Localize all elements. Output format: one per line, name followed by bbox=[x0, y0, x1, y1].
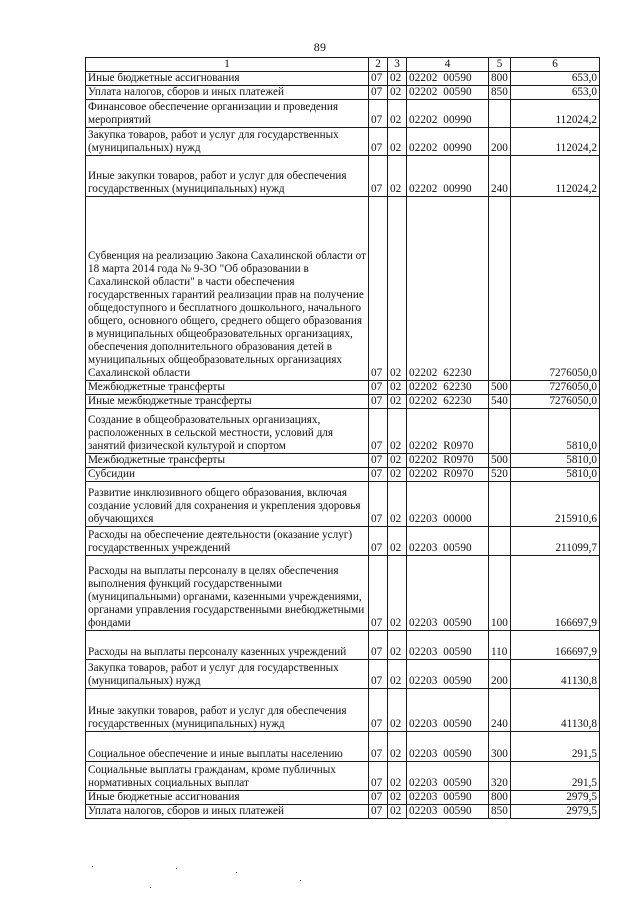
table-row bbox=[86, 86, 600, 100]
row-subsection: 02 bbox=[388, 762, 407, 791]
row-amount: 653,0 bbox=[511, 72, 600, 86]
row-target-item: 02203 00590 bbox=[407, 732, 489, 762]
row-name: Закупка товаров, работ и услуг для государственных (муниципальных) нужд bbox=[86, 660, 369, 689]
table-row bbox=[86, 381, 600, 395]
row-expense-type: 520 bbox=[489, 468, 511, 482]
row-section: 07 bbox=[369, 482, 388, 527]
row-subsection: 02 bbox=[388, 128, 407, 156]
row-subsection: 02 bbox=[388, 805, 407, 819]
budget-table bbox=[85, 57, 600, 819]
row-section: 07 bbox=[369, 762, 388, 791]
row-target-item: 02202 00990 bbox=[407, 156, 489, 197]
row-subsection: 02 bbox=[388, 72, 407, 86]
scan-speck bbox=[300, 880, 301, 881]
row-target-item: 02202 00990 bbox=[407, 128, 489, 156]
row-section: 07 bbox=[369, 381, 388, 395]
row-name: Межбюджетные трансферты bbox=[86, 381, 369, 395]
row-subsection: 02 bbox=[388, 527, 407, 556]
row-section: 07 bbox=[369, 791, 388, 805]
row-expense-type: 500 bbox=[489, 454, 511, 468]
row-amount: 112024,2 bbox=[511, 156, 600, 197]
row-name: Социальные выплаты гражданам, кроме публичных нормативных социальных выплат bbox=[86, 762, 369, 791]
table-row bbox=[86, 468, 600, 482]
header-col-1: 1 bbox=[86, 58, 369, 72]
row-expense-type: 800 bbox=[489, 72, 511, 86]
row-section: 07 bbox=[369, 395, 388, 409]
row-section: 07 bbox=[369, 197, 388, 381]
row-name: Иные закупки товаров, работ и услуг для обеспечения государственных (муниципальных) нужд bbox=[86, 156, 369, 197]
row-name: Уплата налогов, сборов и иных платежей bbox=[86, 86, 369, 100]
row-target-item: 02202 62230 bbox=[407, 381, 489, 395]
row-amount: 291,5 bbox=[511, 762, 600, 791]
table-row bbox=[86, 762, 600, 791]
table-row bbox=[86, 791, 600, 805]
table-row bbox=[86, 732, 600, 762]
header-col-4: 4 bbox=[407, 58, 489, 72]
row-subsection: 02 bbox=[388, 556, 407, 631]
row-name: Межбюджетные трансферты bbox=[86, 454, 369, 468]
row-amount: 112024,2 bbox=[511, 128, 600, 156]
row-name: Развитие инклюзивного общего образования, включая создание условий для сохранения и укрепления здоровья обучающихся bbox=[86, 482, 369, 527]
row-amount: 7276050,0 bbox=[511, 395, 600, 409]
row-name: Расходы на обеспечение деятельности (оказание услуг) государственных учреждений bbox=[86, 527, 369, 556]
row-name: Финансовое обеспечение организации и проведения мероприятий bbox=[86, 100, 369, 128]
table-row bbox=[86, 100, 600, 128]
row-name: Расходы на выплаты персоналу в целях обеспечения выполнения функций государственными (муниципальными) органами, казенными учреждениями, органами управления государственными внебюджетными фондами bbox=[86, 556, 369, 631]
row-section: 07 bbox=[369, 409, 388, 454]
row-name: Создание в общеобразовательных организациях, расположенных в сельской местности, условий для занятий физической культурой и спортом bbox=[86, 409, 369, 454]
row-subsection: 02 bbox=[388, 732, 407, 762]
row-amount: 7276050,0 bbox=[511, 197, 600, 381]
row-expense-type: 540 bbox=[489, 395, 511, 409]
header-col-5: 5 bbox=[489, 58, 511, 72]
table-row bbox=[86, 660, 600, 689]
row-subsection: 02 bbox=[388, 482, 407, 527]
header-col-2: 2 bbox=[369, 58, 388, 72]
row-target-item: 02203 00590 bbox=[407, 805, 489, 819]
row-section: 07 bbox=[369, 527, 388, 556]
row-subsection: 02 bbox=[388, 791, 407, 805]
table-row bbox=[86, 689, 600, 732]
row-target-item: 02203 00590 bbox=[407, 660, 489, 689]
row-name: Иные бюджетные ассигнования bbox=[86, 72, 369, 86]
row-target-item: 02203 00000 bbox=[407, 482, 489, 527]
row-target-item: 02202 00990 bbox=[407, 100, 489, 128]
row-target-item: 02203 00590 bbox=[407, 556, 489, 631]
row-subsection: 02 bbox=[388, 395, 407, 409]
row-name: Иные межбюджетные трансферты bbox=[86, 395, 369, 409]
table-row bbox=[86, 128, 600, 156]
row-section: 07 bbox=[369, 556, 388, 631]
row-subsection: 02 bbox=[388, 660, 407, 689]
row-section: 07 bbox=[369, 689, 388, 732]
row-expense-type: 100 bbox=[489, 556, 511, 631]
table-row bbox=[86, 482, 600, 527]
row-expense-type: 300 bbox=[489, 732, 511, 762]
row-expense-type: 850 bbox=[489, 86, 511, 100]
row-expense-type bbox=[489, 409, 511, 454]
row-amount: 211099,7 bbox=[511, 527, 600, 556]
table-row bbox=[86, 527, 600, 556]
row-subsection: 02 bbox=[388, 381, 407, 395]
row-section: 07 bbox=[369, 128, 388, 156]
scan-speck bbox=[176, 868, 177, 869]
row-amount: 41130,8 bbox=[511, 660, 600, 689]
row-name: Иные закупки товаров, работ и услуг для обеспечения государственных (муниципальных) нужд bbox=[86, 689, 369, 732]
table-row bbox=[86, 556, 600, 631]
header-col-3: 3 bbox=[388, 58, 407, 72]
row-expense-type bbox=[489, 100, 511, 128]
row-section: 07 bbox=[369, 454, 388, 468]
row-subsection: 02 bbox=[388, 689, 407, 732]
row-target-item: 02202 00590 bbox=[407, 72, 489, 86]
row-name: Уплата налогов, сборов и иных платежей bbox=[86, 805, 369, 819]
row-section: 07 bbox=[369, 631, 388, 660]
row-expense-type bbox=[489, 482, 511, 527]
row-expense-type: 500 bbox=[489, 381, 511, 395]
row-subsection: 02 bbox=[388, 631, 407, 660]
row-expense-type: 800 bbox=[489, 791, 511, 805]
row-section: 07 bbox=[369, 100, 388, 128]
row-section: 07 bbox=[369, 805, 388, 819]
row-amount: 5810,0 bbox=[511, 468, 600, 482]
row-subsection: 02 bbox=[388, 409, 407, 454]
row-name: Закупка товаров, работ и услуг для государственных (муниципальных) нужд bbox=[86, 128, 369, 156]
row-name: Субвенция на реализацию Закона Сахалинской области от 18 марта 2014 года № 9-ЗО "Об образовании в Сахалинской области" в части обеспечения государственных гарантий реализации прав на получение общедоступного и бесплатного дошкольного, начального общего, основного общего, среднего общего образования в муниципальных общеобразовательных организациях, обеспечения дополнительного образования детей в муниципальных общеобразовательных организациях Сахалинской области bbox=[86, 197, 369, 381]
row-expense-type: 850 bbox=[489, 805, 511, 819]
table-row bbox=[86, 72, 600, 86]
row-section: 07 bbox=[369, 72, 388, 86]
row-amount: 5810,0 bbox=[511, 409, 600, 454]
row-expense-type: 110 bbox=[489, 631, 511, 660]
row-subsection: 02 bbox=[388, 86, 407, 100]
row-target-item: 02203 00590 bbox=[407, 631, 489, 660]
row-target-item: 02202 62230 bbox=[407, 197, 489, 381]
scan-speck bbox=[150, 887, 151, 888]
row-expense-type: 240 bbox=[489, 156, 511, 197]
row-name: Иные бюджетные ассигнования bbox=[86, 791, 369, 805]
table-row bbox=[86, 197, 600, 381]
row-section: 07 bbox=[369, 732, 388, 762]
table-header-row bbox=[86, 58, 600, 72]
row-target-item: 02202 62230 bbox=[407, 395, 489, 409]
table-row bbox=[86, 631, 600, 660]
table-row bbox=[86, 409, 600, 454]
row-target-item: 02203 00590 bbox=[407, 791, 489, 805]
row-subsection: 02 bbox=[388, 454, 407, 468]
row-subsection: 02 bbox=[388, 156, 407, 197]
header-col-6: 6 bbox=[511, 58, 600, 72]
row-amount: 215910,6 bbox=[511, 482, 600, 527]
row-section: 07 bbox=[369, 468, 388, 482]
row-name: Расходы на выплаты персоналу казенных учреждений bbox=[86, 631, 369, 660]
row-target-item: 02202 R0970 bbox=[407, 468, 489, 482]
row-amount: 653,0 bbox=[511, 86, 600, 100]
row-target-item: 02202 R0970 bbox=[407, 454, 489, 468]
row-target-item: 02203 00590 bbox=[407, 689, 489, 732]
row-target-item: 02203 00590 bbox=[407, 762, 489, 791]
row-expense-type: 200 bbox=[489, 128, 511, 156]
row-subsection: 02 bbox=[388, 197, 407, 381]
row-amount: 5810,0 bbox=[511, 454, 600, 468]
row-amount: 2979,5 bbox=[511, 805, 600, 819]
page-number: 89 bbox=[313, 40, 327, 54]
row-amount: 41130,8 bbox=[511, 689, 600, 732]
row-name: Социальное обеспечение и иные выплаты населению bbox=[86, 732, 369, 762]
row-target-item: 02203 00590 bbox=[407, 527, 489, 556]
row-amount: 166697,9 bbox=[511, 631, 600, 660]
row-expense-type bbox=[489, 527, 511, 556]
row-amount: 166697,9 bbox=[511, 556, 600, 631]
row-subsection: 02 bbox=[388, 100, 407, 128]
row-amount: 2979,5 bbox=[511, 791, 600, 805]
table-row bbox=[86, 395, 600, 409]
row-expense-type: 240 bbox=[489, 689, 511, 732]
scan-speck bbox=[92, 866, 93, 867]
table-row bbox=[86, 805, 600, 819]
row-section: 07 bbox=[369, 86, 388, 100]
row-amount: 112024,2 bbox=[511, 100, 600, 128]
row-name: Субсидии bbox=[86, 468, 369, 482]
row-expense-type: 200 bbox=[489, 660, 511, 689]
row-expense-type bbox=[489, 197, 511, 381]
row-amount: 291,5 bbox=[511, 732, 600, 762]
row-expense-type: 320 bbox=[489, 762, 511, 791]
row-subsection: 02 bbox=[388, 468, 407, 482]
table-row bbox=[86, 454, 600, 468]
row-section: 07 bbox=[369, 660, 388, 689]
table-row bbox=[86, 156, 600, 197]
row-section: 07 bbox=[369, 156, 388, 197]
row-amount: 7276050,0 bbox=[511, 381, 600, 395]
row-target-item: 02202 R0970 bbox=[407, 409, 489, 454]
scan-speck bbox=[236, 872, 237, 873]
row-target-item: 02202 00590 bbox=[407, 86, 489, 100]
